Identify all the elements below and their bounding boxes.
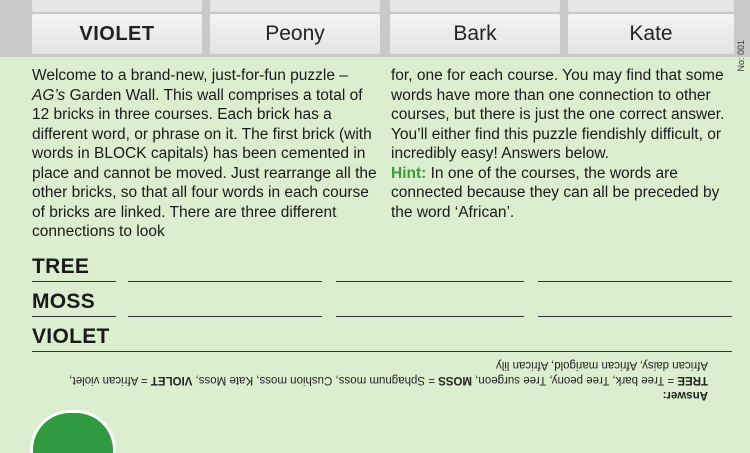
answer-blank-long[interactable] xyxy=(32,351,732,353)
answer-moss-text: = Sphagnum moss, Cushion moss, Kate Moss, xyxy=(192,374,439,386)
answer-blank[interactable] xyxy=(538,281,732,283)
intro-continued: for, one for each course. You may find that some words have more than one connection to other courses, but there is just the one correct answer. You’ll either find this puzzle fiendishly difficult, or incredibly easy! Answers below. xyxy=(391,67,725,162)
answer-blank[interactable] xyxy=(128,316,322,318)
answer-violet-label: VIOLET xyxy=(150,374,193,386)
answer-blank[interactable] xyxy=(336,281,524,283)
hint-label: Hint: xyxy=(391,164,427,182)
answer-line-3: African daisy, African marigold, African lily xyxy=(496,359,708,371)
hint-paragraph xyxy=(391,164,731,223)
answer-line-2 xyxy=(58,372,708,387)
answer-violet-text: = African violet, xyxy=(69,374,151,386)
underline xyxy=(32,281,116,283)
brick-peony: Peony xyxy=(210,14,380,54)
answer-title: Answer: xyxy=(662,389,708,401)
answer-line-1 xyxy=(58,387,708,402)
underline xyxy=(32,316,116,318)
brick-top-row xyxy=(210,0,380,12)
answer-row-violet xyxy=(32,322,732,352)
intro-text-rest: Garden Wall. This wall comprises a total of 12 bricks in three courses. Each brick has a different word, or phrase on it. The first brick (with words in BLOCK capitals) has been cemented in place and cannot be moved. Just rearrange all the other bricks, so that all four words in each course of bricks are linked. There are three different connections to look xyxy=(32,86,377,240)
magazine-name: AG’s xyxy=(32,86,66,104)
upside-down-answer xyxy=(58,357,708,402)
intro-text-start: Welcome to a brand-new, just-for-fun puzzle – xyxy=(32,67,348,84)
intro-column-1 xyxy=(32,66,377,242)
answer-blank[interactable] xyxy=(336,316,524,318)
brick-top-row xyxy=(32,0,202,12)
brick-bark: Bark xyxy=(390,14,560,54)
row-label-violet: VIOLET xyxy=(32,325,110,348)
brick-top-row xyxy=(568,0,734,12)
answer-moss-label: MOSS xyxy=(438,374,473,386)
hint-text: In one of the courses, the words are connected because they can all be preceded by the word ‘African’. xyxy=(391,164,720,221)
answer-blank[interactable] xyxy=(538,316,732,318)
row-label-tree: TREE xyxy=(32,255,90,278)
answer-row-tree xyxy=(32,252,732,282)
green-badge xyxy=(30,410,116,453)
garden-wall xyxy=(0,0,750,57)
answer-row-moss xyxy=(32,287,732,317)
brick-top-row xyxy=(390,0,560,12)
answer-tree-text: = Tree bark, Tree peony, Tree surgeon, xyxy=(472,374,678,386)
brick-kate: Kate xyxy=(568,14,734,54)
issue-number: No: 001 xyxy=(736,40,746,72)
answer-tree-label: TREE xyxy=(677,374,708,386)
intro-column-2 xyxy=(391,66,731,222)
intro-paragraph xyxy=(32,66,377,242)
row-label-moss: MOSS xyxy=(32,290,96,313)
answer-blank[interactable] xyxy=(128,281,322,283)
brick-violet: VIOLET xyxy=(32,14,202,54)
